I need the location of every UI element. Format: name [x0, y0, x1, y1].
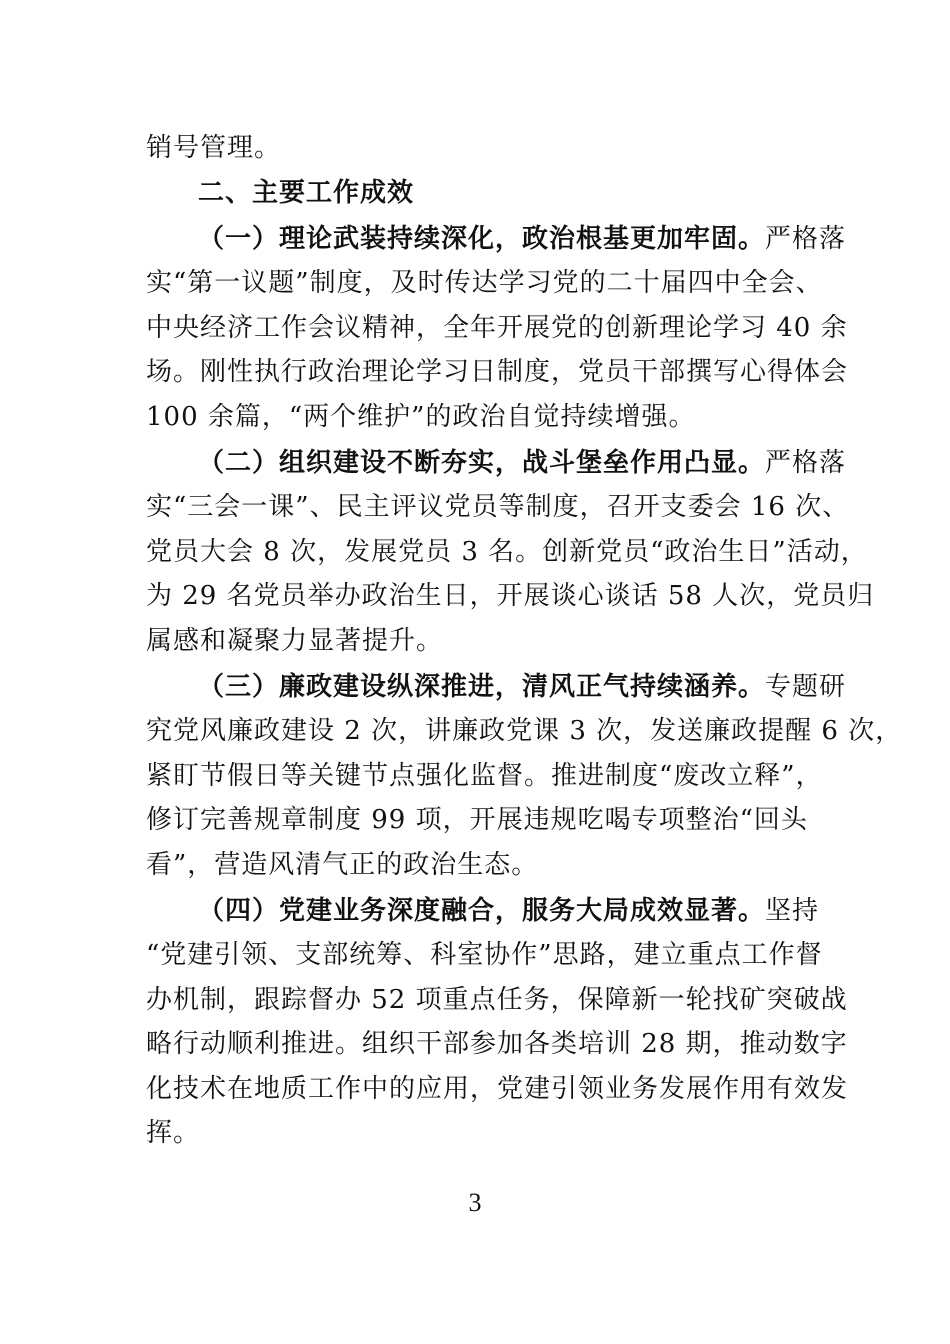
paragraph-2-text: 严格落 — [765, 448, 847, 478]
paragraph-1-title: （一）理论武装持续深化，政治根基更加牢固。 — [198, 224, 766, 254]
paragraph-1-line-1 — [198, 224, 847, 254]
paragraph-1-line-3: 中央经济工作会议精神，全年开展党的创新理论学习 40 余 — [146, 313, 848, 343]
paragraph-2-line-5: 属感和凝聚力显著提升。 — [146, 626, 444, 656]
text-line: 销号管理。 — [146, 133, 282, 163]
paragraph-3-line-5: 看”，营造风清气正的政治生态。 — [146, 850, 539, 880]
paragraph-4-line-6: 挥。 — [146, 1118, 201, 1148]
paragraph-1-line-2: 实“第一议题”制度，及时传达学习党的二十届四中全会、 — [146, 268, 823, 298]
paragraph-3-line-1 — [198, 672, 847, 702]
paragraph-4-title: （四）党建业务深度融合，服务大局成效显著。 — [198, 896, 766, 926]
paragraph-4-line-1 — [198, 896, 820, 926]
paragraph-2-line-2: 实“三会一课”、民主评议党员等制度，召开支委会 16 次、 — [146, 492, 850, 522]
paragraph-3-line-4: 修订完善规章制度 99 项，开展违规吃喝专项整治“回头 — [146, 805, 808, 835]
paragraph-2-line-3: 党员大会 8 次，发展党员 3 名。创新党员“政治生日”活动， — [146, 537, 868, 567]
page-number: 3 — [468, 1188, 482, 1217]
paragraph-2-line-1 — [198, 448, 847, 478]
paragraph-4-text: 坚持 — [765, 896, 820, 926]
paragraph-4-line-4: 略行动顺利推进。组织干部参加各类培训 28 期，推动数字 — [146, 1029, 848, 1059]
paragraph-4-line-3: 办机制，跟踪督办 52 项重点任务，保障新一轮找矿突破战 — [146, 985, 848, 1015]
paragraph-4-line-5: 化技术在地质工作中的应用，党建引领业务发展作用有效发 — [146, 1074, 849, 1104]
section-heading: 二、主要工作成效 — [198, 178, 415, 208]
paragraph-2-title: （二）组织建设不断夯实，战斗堡垒作用凸显。 — [198, 448, 766, 478]
paragraph-2-line-4: 为 29 名党员举办政治生日，开展谈心谈话 58 人次，党员归 — [146, 581, 875, 611]
paragraph-1-line-5: 100 余篇，“两个维护”的政治自觉持续增强。 — [146, 402, 696, 432]
paragraph-3-line-3: 紧盯节假日等关键节点强化监督。推进制度“废改立释”， — [146, 761, 823, 791]
paragraph-1-text: 严格落 — [765, 224, 847, 254]
paragraph-3-line-2: 究党风廉政建设 2 次，讲廉政党课 3 次，发送廉政提醒 6 次， — [146, 716, 903, 746]
paragraph-1-line-4: 场。刚性执行政治理论学习日制度，党员干部撰写心得体会 — [146, 357, 849, 387]
paragraph-3-title: （三）廉政建设纵深推进，清风正气持续涵养。 — [198, 672, 766, 702]
paragraph-4-line-2: “党建引领、支部统筹、科室协作”思路，建立重点工作督 — [146, 940, 823, 970]
paragraph-3-text: 专题研 — [765, 672, 847, 702]
